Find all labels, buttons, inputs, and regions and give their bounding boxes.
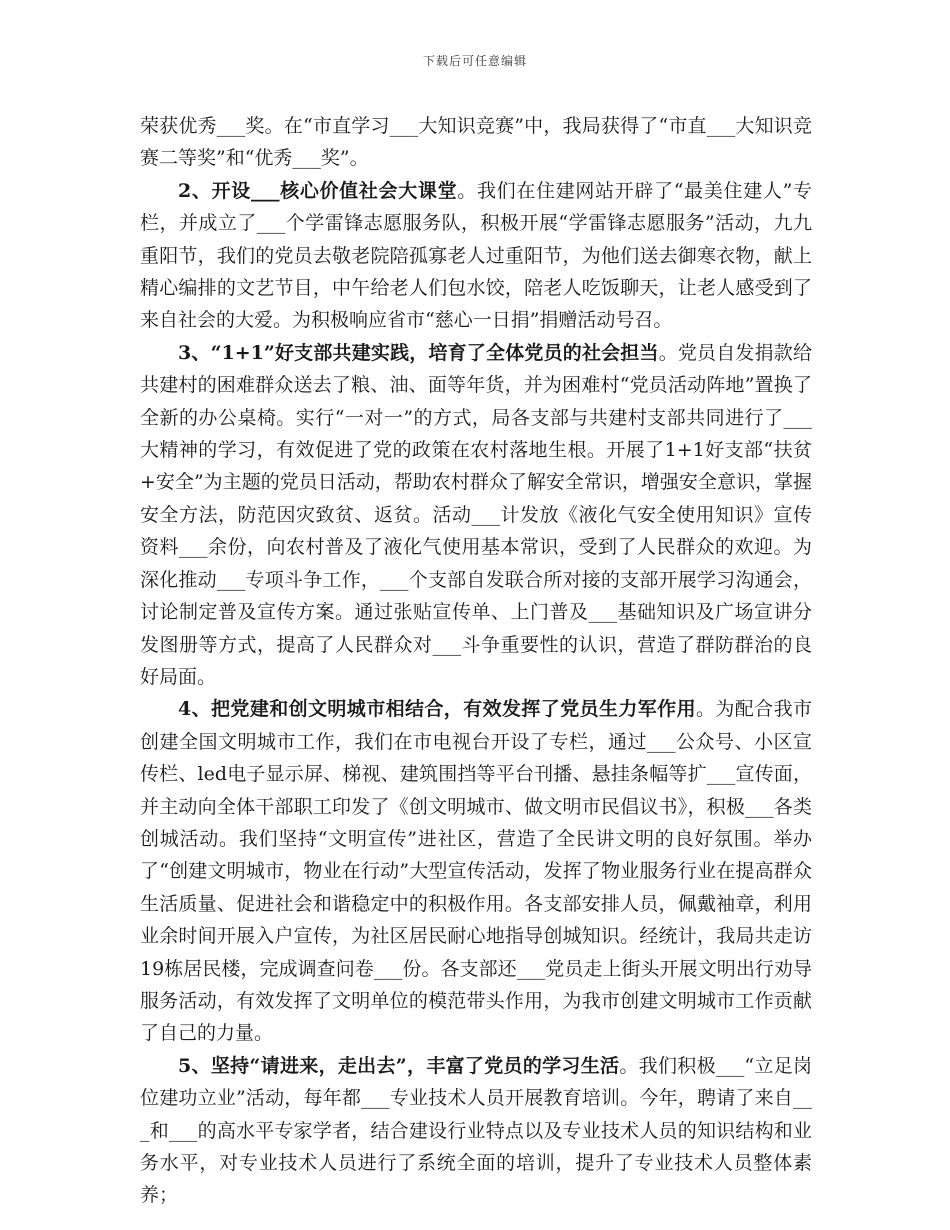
paragraph-body: 。我们积极___“立足岗位建功立业”活动，每年都___专业技术人员开展教育培训。今年，聘请了来自___和___的高水平专家学者，结合建设行业特点以及专业技术人员的知识结构和业务水平，对专业技术人员进行了系统全面的培训，提升了专业技术人员整体素养；: [140, 1054, 812, 1207]
paragraph-5: [140, 1050, 812, 1212]
paragraph-3: [140, 337, 812, 693]
paragraph-4: [140, 693, 812, 1049]
paragraph-heading: 5、坚持“请进来，走出去”，丰富了党员的学习生活: [178, 1054, 620, 1077]
paragraph-body: 。我们在住建网站开辟了“最美住建人”专栏，并成立了___个学雷锋志愿服务队，积极开展“学雷锋志愿服务”活动，九九重阳节，我们的党员去敬老院陪孤寡老人过重阳节，为他们送去御寒衣物，献上精心编排的文艺节目，中午给老人们包水饺，陪老人吃饭聊天，让老人感受到了来自社会的大爱。为积极响应省市“慈心一日捐”捐赠活动号召。: [140, 179, 812, 332]
paragraph-2: [140, 175, 812, 337]
paragraph-continuation: [140, 110, 812, 175]
document-body: [140, 110, 812, 1212]
paragraph-body: 。党员自发捐款给共建村的困难群众送去了粮、油、面等年货，并为困难村“党员活动阵地”置换了全新的办公桌椅。实行“一对一”的方式，局各支部与共建村支部共同进行了___大精神的学习，有效促进了党的政策在农村落地生根。开展了1+1好支部“扶贫+安全”为主题的党员日活动，帮助农村群众了解安全常识，增强安全意识，掌握安全方法，防范因灾致贫、返贫。活动___计发放《液化气安全使用知识》宣传资料___余份，向农村普及了液化气使用基本常识，受到了人民群众的欢迎。为深化推动___专项斗争工作，___个支部自发联合所对接的支部开展学习沟通会，讨论制定普及宣传方案。通过张贴宣传单、上门普及___基础知识及广场宣讲分发图册等方式，提高了人民群众对___斗争重要性的认识，营造了群防群治的良好局面。: [140, 341, 812, 688]
paragraph-heading: 3、“1+1”好支部共建实践，培育了全体党员的社会担当: [178, 341, 659, 364]
paragraph-heading: 4、把党建和创文明城市相结合，有效发挥了党员生力军作用: [178, 698, 696, 721]
paragraph-body: 。为配合我市创建全国文明城市工作，我们在市电视台开设了专栏，通过___公众号、小区宣传栏、led电子显示屏、梯视、建筑围挡等平台刊播、悬挂条幅等扩___宣传面，并主动向全体干部职工印发了《创文明城市、做文明市民倡议书》，积极___各类创城活动。我们坚持“文明宣传”进社区，营造了全民讲文明的良好氛围。举办了“创建文明城市，物业在行动”大型宣传活动，发挥了物业服务行业在提高群众生活质量、促进社会和谐稳定中的积极作用。各支部安排人员，佩戴袖章，利用业余时间开展入户宣传，为社区居民耐心地指导创城知识。经统计，我局共走访19栋居民楼，完成调查问卷___份。各支部还___党员走上街头开展文明出行劝导服务活动，有效发挥了文明单位的模范带头作用，为我市创建文明城市工作贡献了自己的力量。: [140, 698, 812, 1045]
page-header: 下载后可任意编辑: [422, 54, 527, 68]
paragraph-body: 荣获优秀___奖。在“市直学习___大知识竞赛”中，我局获得了“市直___大知识竞赛二等奖”和“优秀___奖”。: [140, 115, 812, 170]
paragraph-heading: 2、开设___核心价值社会大课堂: [178, 179, 458, 202]
